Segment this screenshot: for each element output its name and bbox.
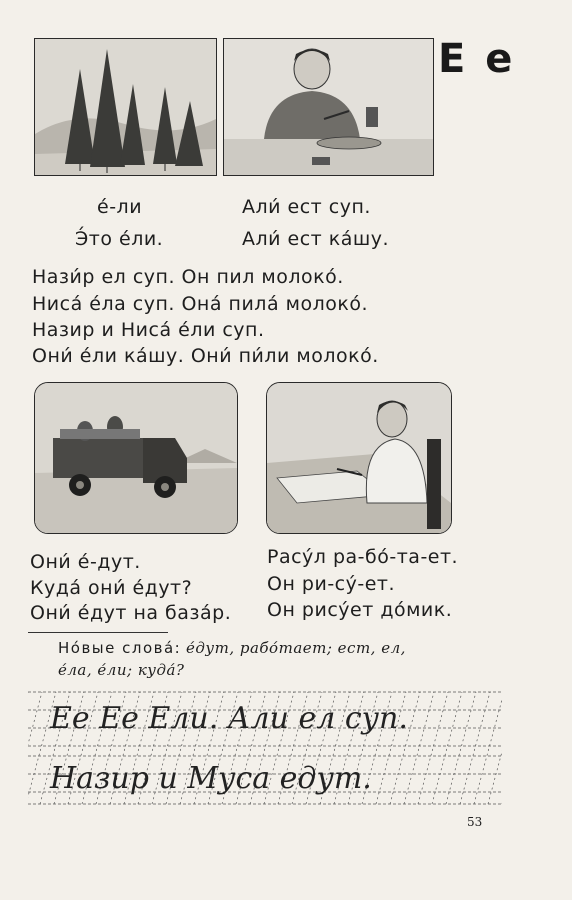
boy-drawing-picture [266, 382, 452, 534]
truck-illustration [35, 383, 237, 533]
copybook-slant-line [460, 692, 490, 804]
block1-right-line-1: Али́ ест суп. [242, 196, 371, 218]
copybook-slant-line [404, 692, 434, 804]
copybook-slant-line [28, 692, 42, 804]
block1-right-line-2: Али́ ест ка́шу. [242, 228, 390, 250]
block1-left-line-1: е́-ли [97, 196, 143, 218]
copybook-area [28, 688, 502, 806]
fir-trees-picture [34, 38, 217, 176]
copybook-line-1: Ее Ее Ели. Али ел суп. [50, 701, 408, 736]
letter-heading: Е е [438, 36, 516, 82]
boy-eating-picture [223, 38, 434, 176]
block2-line-3: Назир и Ниса́ е́ли суп. [32, 319, 265, 341]
block2-line-2: Ниса́ е́ла суп. Она́ пила́ молоко́. [32, 293, 368, 315]
page-number: 53 [467, 815, 483, 829]
copybook-line-2: Назир и Муса едут. [50, 761, 372, 796]
boy-drawing-illustration [267, 383, 451, 533]
block2-line-4: Они́ е́ли ка́шу. Они́ пи́ли молоко́. [32, 345, 379, 367]
new-words-line-2: е́ла, е́ли; куда́? [58, 661, 185, 679]
copybook-slant-line [432, 692, 462, 804]
block3-right-line-2: Он ри-су́-ет. [267, 573, 396, 595]
boy-eating-illustration [224, 39, 433, 175]
new-words-label: Но́вые слова́: [58, 639, 182, 657]
copybook-lines [28, 688, 502, 806]
copybook-slant-line [418, 692, 448, 804]
block3-left-line-2: Куда́ они́ е́дут? [30, 577, 193, 599]
block2-line-1: Нази́р ел суп. Он пил молоко́. [32, 266, 344, 288]
block3-left-line-3: Они́ е́дут на база́р. [30, 602, 232, 624]
new-words-rule [28, 632, 168, 633]
copybook-slant-line [474, 692, 502, 804]
copybook-slant-line [446, 692, 476, 804]
fir-trees-illustration [35, 39, 216, 175]
truck-picture [34, 382, 238, 534]
block3-left-line-1: Они́ е́-дут. [30, 551, 141, 573]
new-words-line-1: е́дут, рабо́тает; ест, ел, [186, 639, 406, 657]
block3-right-line-1: Расу́л ра-бо́-та-ет. [267, 546, 459, 568]
block3-right-line-3: Он рису́ет до́мик. [267, 599, 453, 621]
new-words [58, 637, 498, 681]
copybook-slant-line [488, 692, 502, 804]
block1-left-line-2: Э́то е́ли. [75, 228, 164, 250]
